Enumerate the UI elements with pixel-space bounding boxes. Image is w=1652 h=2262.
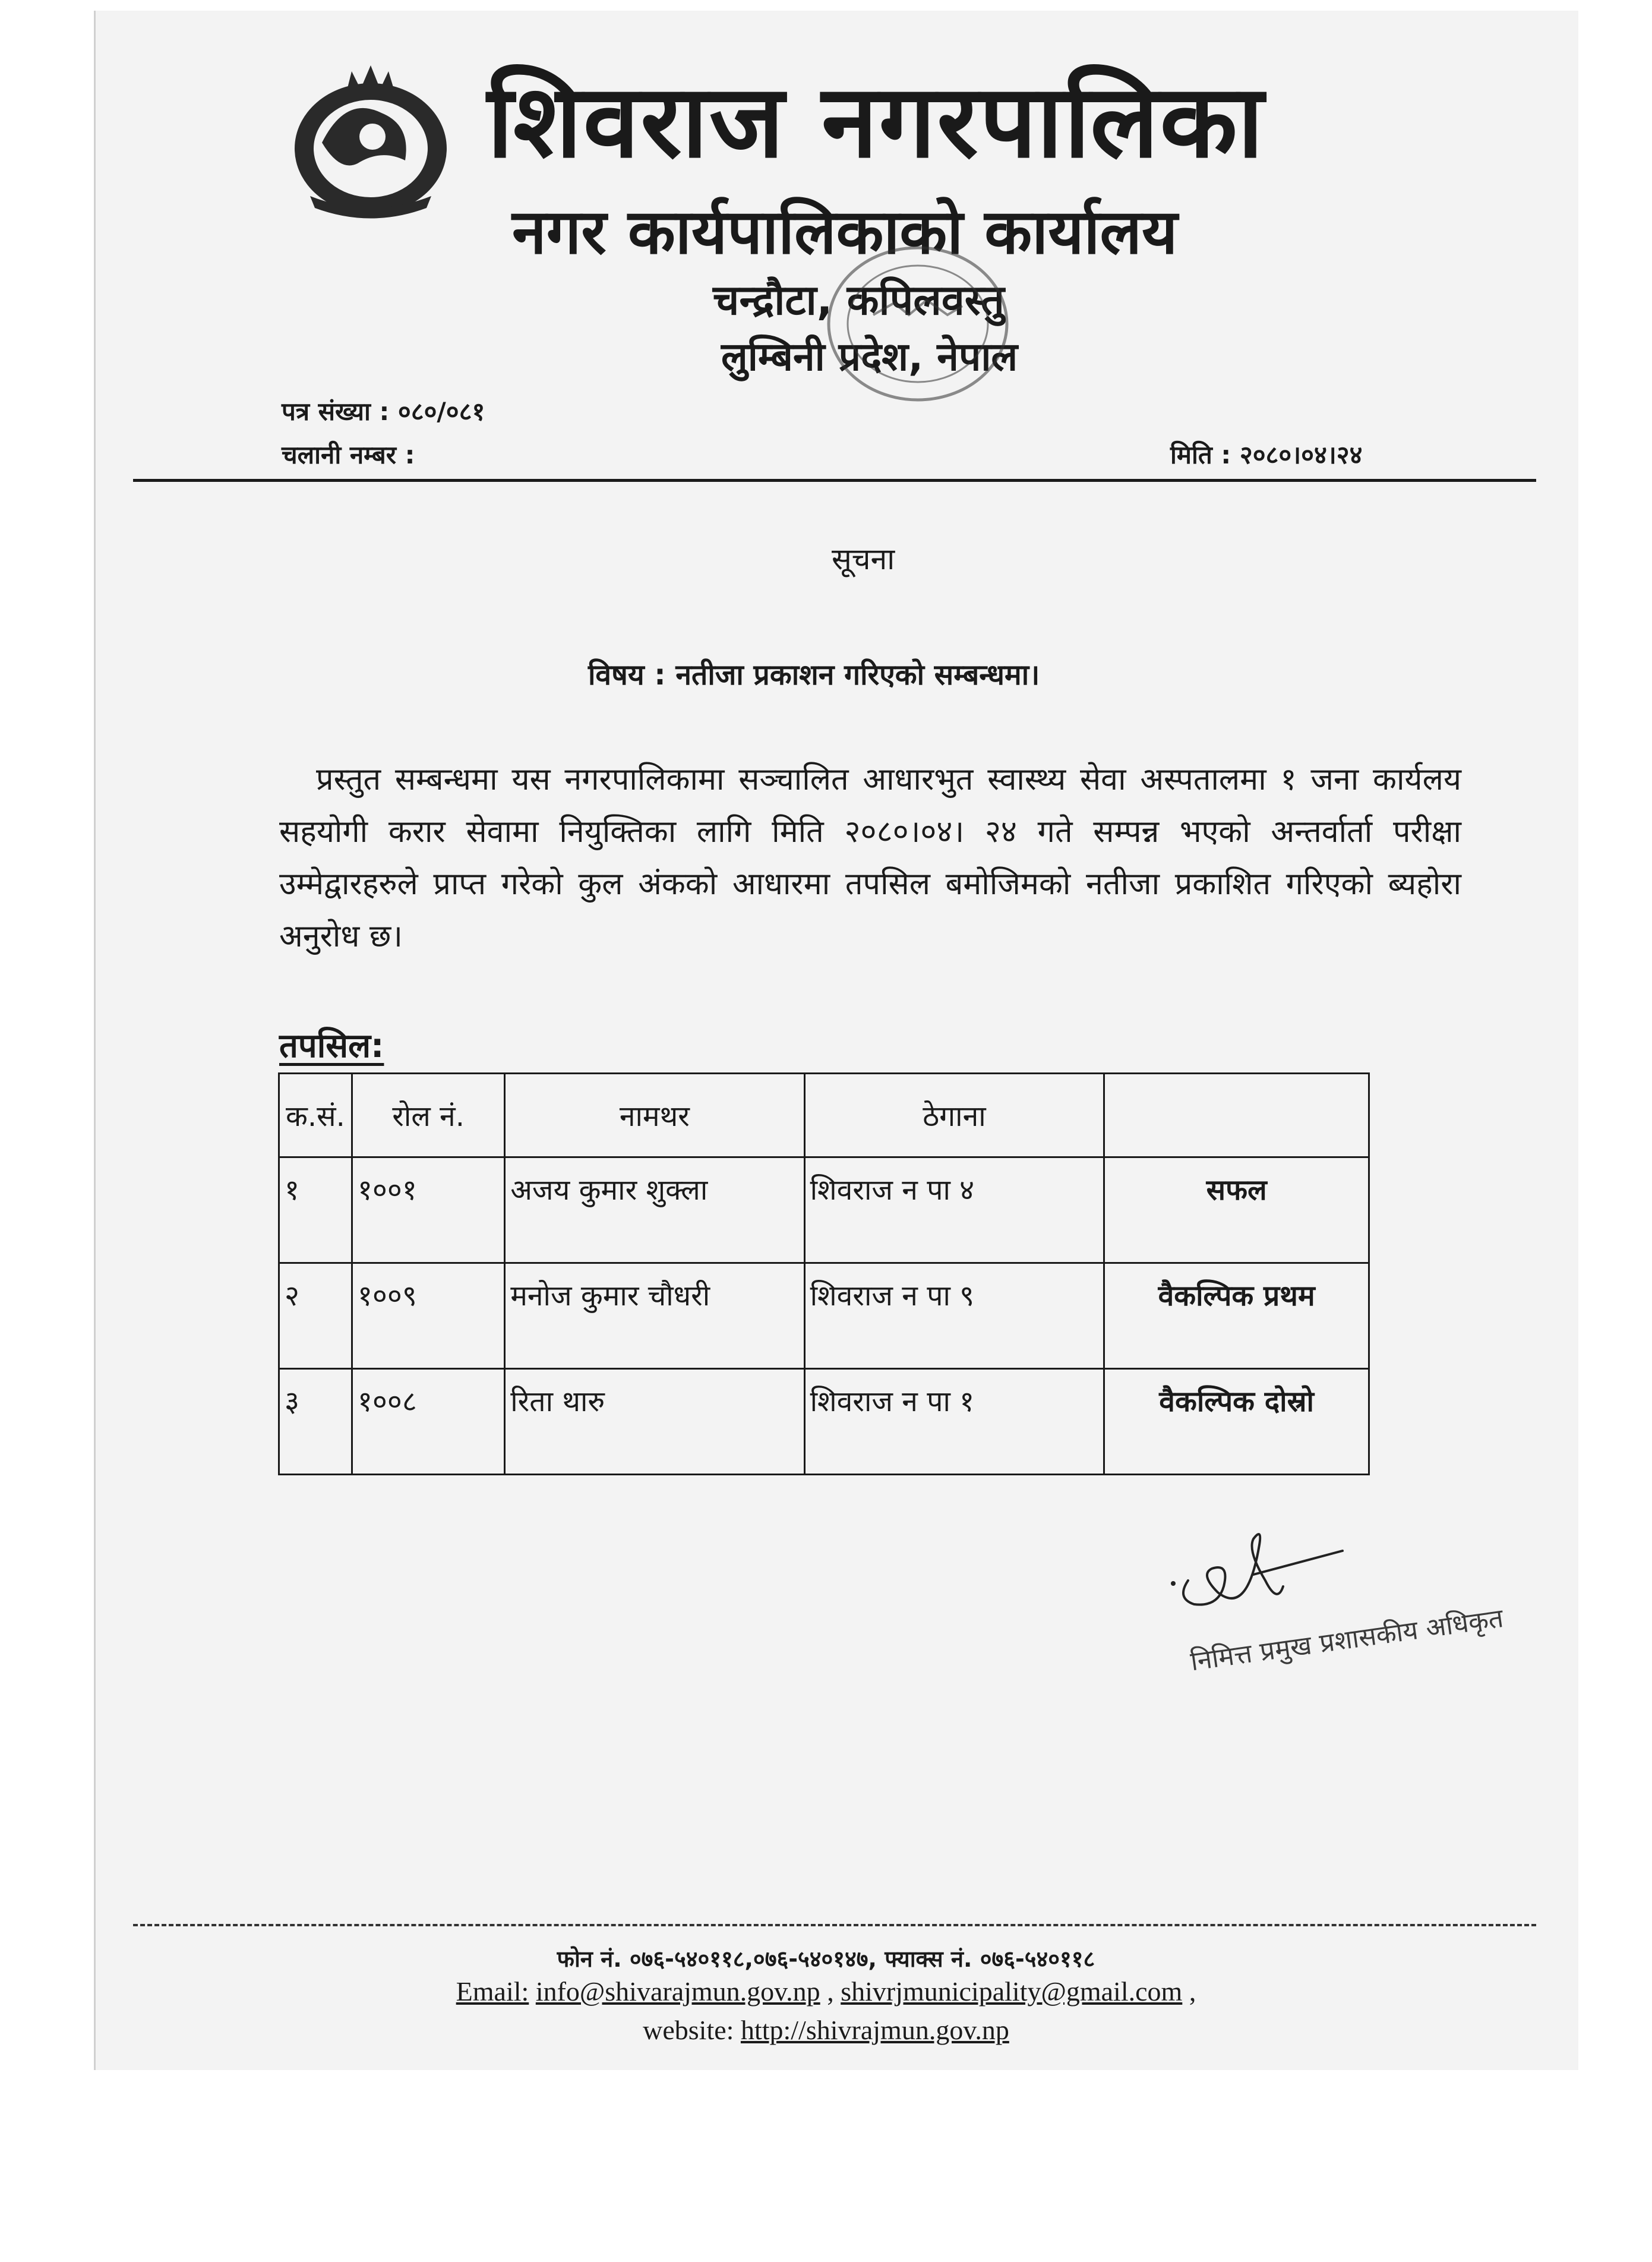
cell-roll: १००८ [352, 1369, 504, 1475]
subject-label: विषय : [588, 658, 666, 692]
table-row [279, 1263, 1369, 1369]
cell-name: मनोज कुमार चौधरी [505, 1263, 804, 1369]
header-divider [133, 479, 1536, 482]
col-header-address: ठेगाना [804, 1074, 1104, 1157]
notice-title: सूचना [832, 542, 895, 576]
municipality-name: शिवराज नगरपालिका [487, 63, 1265, 181]
cell-name: रिता थारु [505, 1369, 804, 1475]
footer-website-line [0, 2014, 1652, 2046]
cell-result: वैकल्पिक दोस्रो [1104, 1369, 1369, 1475]
cell-name: अजय कुमार शुक्ला [505, 1157, 804, 1263]
notice-subject [588, 655, 1040, 693]
website-link[interactable]: http://shivrajmun.gov.np [740, 2015, 1009, 2045]
cell-roll: १००१ [352, 1157, 504, 1263]
cell-address: शिवराज न पा ४ [804, 1157, 1104, 1263]
cell-sn: १ [279, 1157, 352, 1263]
signer-designation: निमित्त प्रमुख प्रशासकीय अधिकृत [1188, 1603, 1505, 1677]
office-name: नगर कार्यपालिकाको कार्यालय [512, 195, 1178, 268]
handwritten-signature [1164, 1509, 1366, 1622]
dispatch-number-label: चलानी नम्बर : [282, 440, 415, 469]
office-province: लुम्बिनी प्रदेश, नेपाल [721, 334, 1018, 380]
table-header-row [279, 1074, 1369, 1157]
col-header-name: नामथर [505, 1074, 804, 1157]
date-value: २०८०।०४।२४ [1239, 440, 1363, 469]
email-link-secondary[interactable]: shivrjmunicipality@gmail.com [841, 1976, 1183, 2007]
website-label: website: [643, 2015, 734, 2045]
notice-body: प्रस्तुत सम्बन्धमा यस नगरपालिकामा सञ्चालित आधारभुत स्वास्थ्य सेवा अस्पतालमा १ जना कार्यलय सहयोगी करार सेवामा नियुक्तिका लागि मिति २०८०।०४। २४ गते सम्पन्न भएको अन्तर्वार्ता परीक्षा उम्मेद्वारहरुले प्राप्त गरेको कुल अंकको आधारमा तपसिल बमोजिमको नतीजा प्रकाशित गरिएको ब्यहोरा अनुरोध छ। [279, 762, 1461, 954]
footer-email-line: Email: info@shivarajmun.gov.np , shivrjmunicipality@gmail.com , [456, 1976, 1196, 2007]
footer-divider [133, 1924, 1536, 1926]
letter-number: ०८०/०८१ [397, 397, 485, 426]
footer-phone: फोन नं. ०७६-५४०११८,०७६-५४०१४७, फ्याक्स नं. ०७६-५४०११८ [557, 1946, 1095, 1972]
cell-address: शिवराज न पा १ [804, 1369, 1104, 1475]
cell-sn: ३ [279, 1369, 352, 1475]
table-row [279, 1157, 1369, 1263]
results-table [278, 1072, 1370, 1475]
cell-roll: १००९ [352, 1263, 504, 1369]
table-caption: तपसिल: [279, 1027, 384, 1065]
subject-text: नतीजा प्रकाशन गरिएको सम्बन्धमा। [675, 658, 1040, 692]
nepal-emblem-icon [286, 59, 455, 220]
letter-number-label: पत्र संख्या : ०८०/०८१ [282, 397, 485, 426]
table-row [279, 1369, 1369, 1475]
date-label: मिति : २०८०।०४।२४ [1170, 440, 1363, 469]
col-header-result [1104, 1074, 1369, 1157]
office-seal-stamp [820, 238, 1016, 410]
col-header-roll: रोल नं. [352, 1074, 504, 1157]
col-header-sn: क.सं. [279, 1074, 352, 1157]
cell-result: वैकल्पिक प्रथम [1104, 1263, 1369, 1369]
office-location: चन्द्रौटा, कपिलवस्तु [713, 276, 1005, 324]
email-link-primary[interactable]: info@shivarajmun.gov.np [535, 1976, 820, 2007]
cell-sn: २ [279, 1263, 352, 1369]
cell-result: सफल [1104, 1157, 1369, 1263]
email-label: Email: [456, 1976, 529, 2007]
cell-address: शिवराज न पा ९ [804, 1263, 1104, 1369]
